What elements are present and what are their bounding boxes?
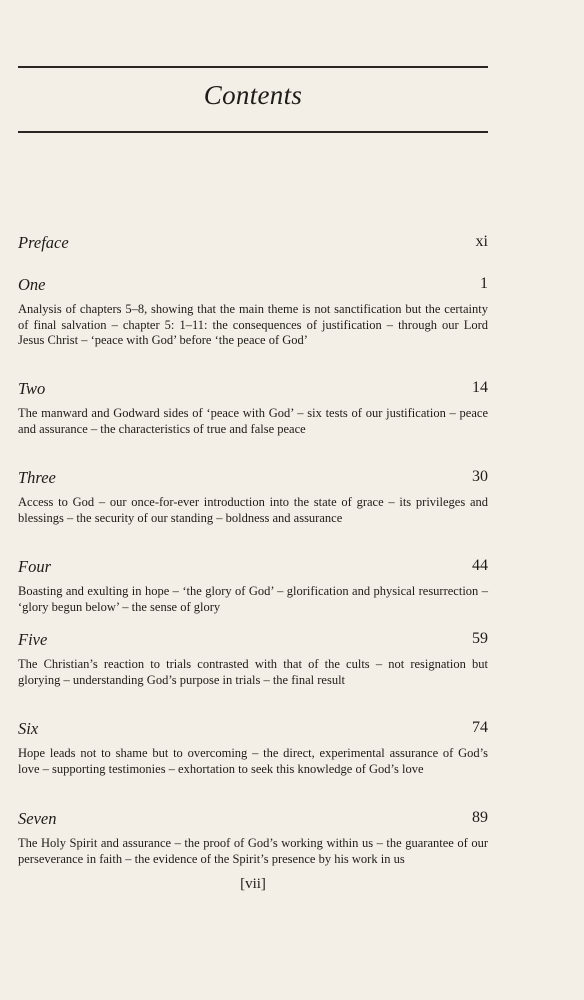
toc-entry-three bbox=[18, 468, 488, 526]
top-rule bbox=[18, 66, 488, 68]
entry-title: Two bbox=[18, 379, 46, 398]
entry-page-number: 44 bbox=[472, 557, 488, 574]
entry-description: The manward and Godward sides of ‘peace with God’ – six tests of our justification – peace and assurance – the characteristics of true and false peace bbox=[18, 406, 488, 436]
toc-entry-one bbox=[18, 275, 488, 349]
toc-entry-seven bbox=[18, 809, 488, 867]
page-folio: [vii] bbox=[240, 876, 266, 892]
entry-description: Analysis of chapters 5–8, showing that the main theme is not sanctification but the certainty of final salvation – chapter 5: 1–11: the consequences of justification – through our Lord Jesus Christ – ‘peace with God’ before ‘the peace of God’ bbox=[18, 302, 488, 347]
entry-title: Three bbox=[18, 468, 56, 487]
entry-title: Six bbox=[18, 719, 39, 738]
toc-entry-six bbox=[18, 719, 488, 777]
contents-heading: Contents bbox=[203, 80, 303, 110]
entry-page-number: 74 bbox=[472, 719, 488, 736]
bottom-rule bbox=[18, 131, 488, 133]
entry-page-number: 30 bbox=[472, 468, 488, 485]
entry-title: Seven bbox=[18, 809, 57, 828]
toc-entry-preface bbox=[18, 233, 488, 255]
entry-description: The Christian’s reaction to trials contrasted with that of the cults – not resignation but glorying – understanding God’s purpose in trials – the final result bbox=[18, 657, 488, 687]
entry-description: The Holy Spirit and assurance – the proof of God’s working within us – the guarantee of our perseverance in faith – the evidence of the Spirit’s presence by his work in us bbox=[18, 836, 488, 866]
entry-title: Five bbox=[18, 630, 48, 649]
toc-entry-two bbox=[18, 379, 488, 437]
toc-entry-four bbox=[18, 557, 488, 615]
toc-entry-five bbox=[18, 630, 488, 688]
entry-description: Hope leads not to shame but to overcoming – the direct, experimental assurance of God’s love – supporting testimonies – exhortation to seek this knowledge of God’s love bbox=[18, 746, 488, 776]
entry-description: Boasting and exulting in hope – ‘the glory of God’ – glorification and physical resurrection – ‘glory begun below’ – the sense of glory bbox=[18, 584, 488, 614]
entry-page-number: 89 bbox=[472, 809, 488, 826]
entry-page-number: 14 bbox=[472, 379, 488, 396]
entry-page-number: 59 bbox=[472, 630, 488, 647]
entry-page-number: 1 bbox=[480, 275, 488, 292]
entry-title: One bbox=[18, 275, 46, 294]
entry-title: Four bbox=[18, 557, 51, 576]
entry-title: Preface bbox=[18, 233, 69, 252]
entry-page-number: xi bbox=[475, 233, 488, 250]
entry-description: Access to God – our once-for-ever introduction into the state of grace – its privileges and blessings – the security of our standing – boldness and assurance bbox=[18, 495, 488, 525]
